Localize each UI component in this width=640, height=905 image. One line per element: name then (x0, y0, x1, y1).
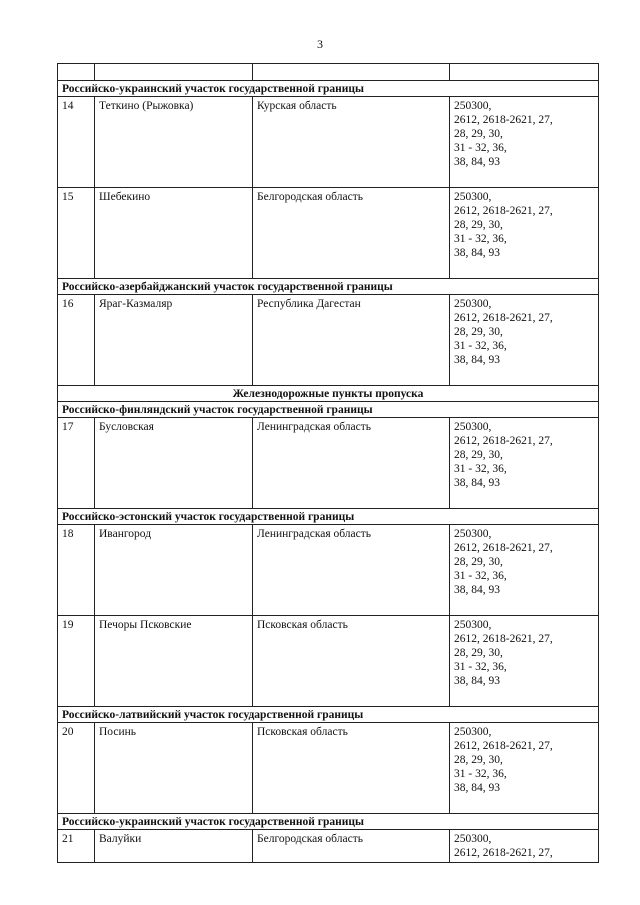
checkpoint-name: Теткино (Рыжовка) (95, 97, 253, 188)
checkpoint-name: Ивангород (95, 525, 253, 616)
section-title: Российско-украинский участок государственной границы (58, 814, 599, 830)
goods-codes: 250300, 2612, 2618-2621, 27, 28, 29, 30, 31 - 32, 36, 38, 84, 93 (450, 616, 599, 707)
header-cell (253, 64, 450, 81)
goods-codes: 250300, 2612, 2618-2621, 27, 28, 29, 30, 31 - 32, 36, 38, 84, 93 (450, 295, 599, 386)
row-number: 18 (58, 525, 95, 616)
table-row (58, 295, 599, 386)
section-title: Российско-латвийский участок государственной границы (58, 707, 599, 723)
goods-codes: 250300, 2612, 2618-2621, 27, (450, 830, 599, 863)
row-number: 21 (58, 830, 95, 863)
table-row (58, 830, 599, 863)
region-name: Республика Дагестан (253, 295, 450, 386)
section-heading-row (58, 81, 599, 97)
section-title: Российско-азербайджанский участок государственной границы (58, 279, 599, 295)
checkpoint-name: Посинь (95, 723, 253, 814)
checkpoint-name: Печоры Псковские (95, 616, 253, 707)
table-header-row (58, 64, 599, 81)
checkpoint-name: Валуйки (95, 830, 253, 863)
row-number: 19 (58, 616, 95, 707)
section-heading-row (58, 402, 599, 418)
region-name: Курская область (253, 97, 450, 188)
region-name: Псковская область (253, 723, 450, 814)
table-row (58, 616, 599, 707)
table-row (58, 525, 599, 616)
table-row (58, 723, 599, 814)
section-heading-row (58, 509, 599, 525)
header-cell (95, 64, 253, 81)
checkpoint-name: Шебекино (95, 188, 253, 279)
table-row (58, 188, 599, 279)
table-row (58, 97, 599, 188)
region-name: Белгородская область (253, 188, 450, 279)
checkpoint-name: Яраг-Казмаляр (95, 295, 253, 386)
goods-codes: 250300, 2612, 2618-2621, 27, 28, 29, 30, 31 - 32, 36, 38, 84, 93 (450, 188, 599, 279)
goods-codes: 250300, 2612, 2618-2621, 27, 28, 29, 30, 31 - 32, 36, 38, 84, 93 (450, 723, 599, 814)
section-heading-row (58, 386, 599, 402)
section-heading-row (58, 707, 599, 723)
section-heading-row (58, 279, 599, 295)
region-name: Белгородская область (253, 830, 450, 863)
header-cell (58, 64, 95, 81)
row-number: 17 (58, 418, 95, 509)
section-title: Российско-эстонский участок государственной границы (58, 509, 599, 525)
goods-codes: 250300, 2612, 2618-2621, 27, 28, 29, 30, 31 - 32, 36, 38, 84, 93 (450, 97, 599, 188)
goods-codes: 250300, 2612, 2618-2621, 27, 28, 29, 30, 31 - 32, 36, 38, 84, 93 (450, 418, 599, 509)
section-title: Железнодорожные пункты пропуска (58, 386, 599, 402)
row-number: 14 (58, 97, 95, 188)
row-number: 16 (58, 295, 95, 386)
section-title: Российско-финляндский участок государственной границы (58, 402, 599, 418)
region-name: Ленинградская область (253, 418, 450, 509)
checkpoint-name: Бусловская (95, 418, 253, 509)
region-name: Псковская область (253, 616, 450, 707)
table-row (58, 418, 599, 509)
region-name: Ленинградская область (253, 525, 450, 616)
section-heading-row (58, 814, 599, 830)
row-number: 20 (58, 723, 95, 814)
goods-codes: 250300, 2612, 2618-2621, 27, 28, 29, 30, 31 - 32, 36, 38, 84, 93 (450, 525, 599, 616)
header-cell (450, 64, 599, 81)
section-title: Российско-украинский участок государственной границы (58, 81, 599, 97)
row-number: 15 (58, 188, 95, 279)
checkpoint-table (57, 63, 599, 863)
page-number: 3 (317, 37, 323, 51)
